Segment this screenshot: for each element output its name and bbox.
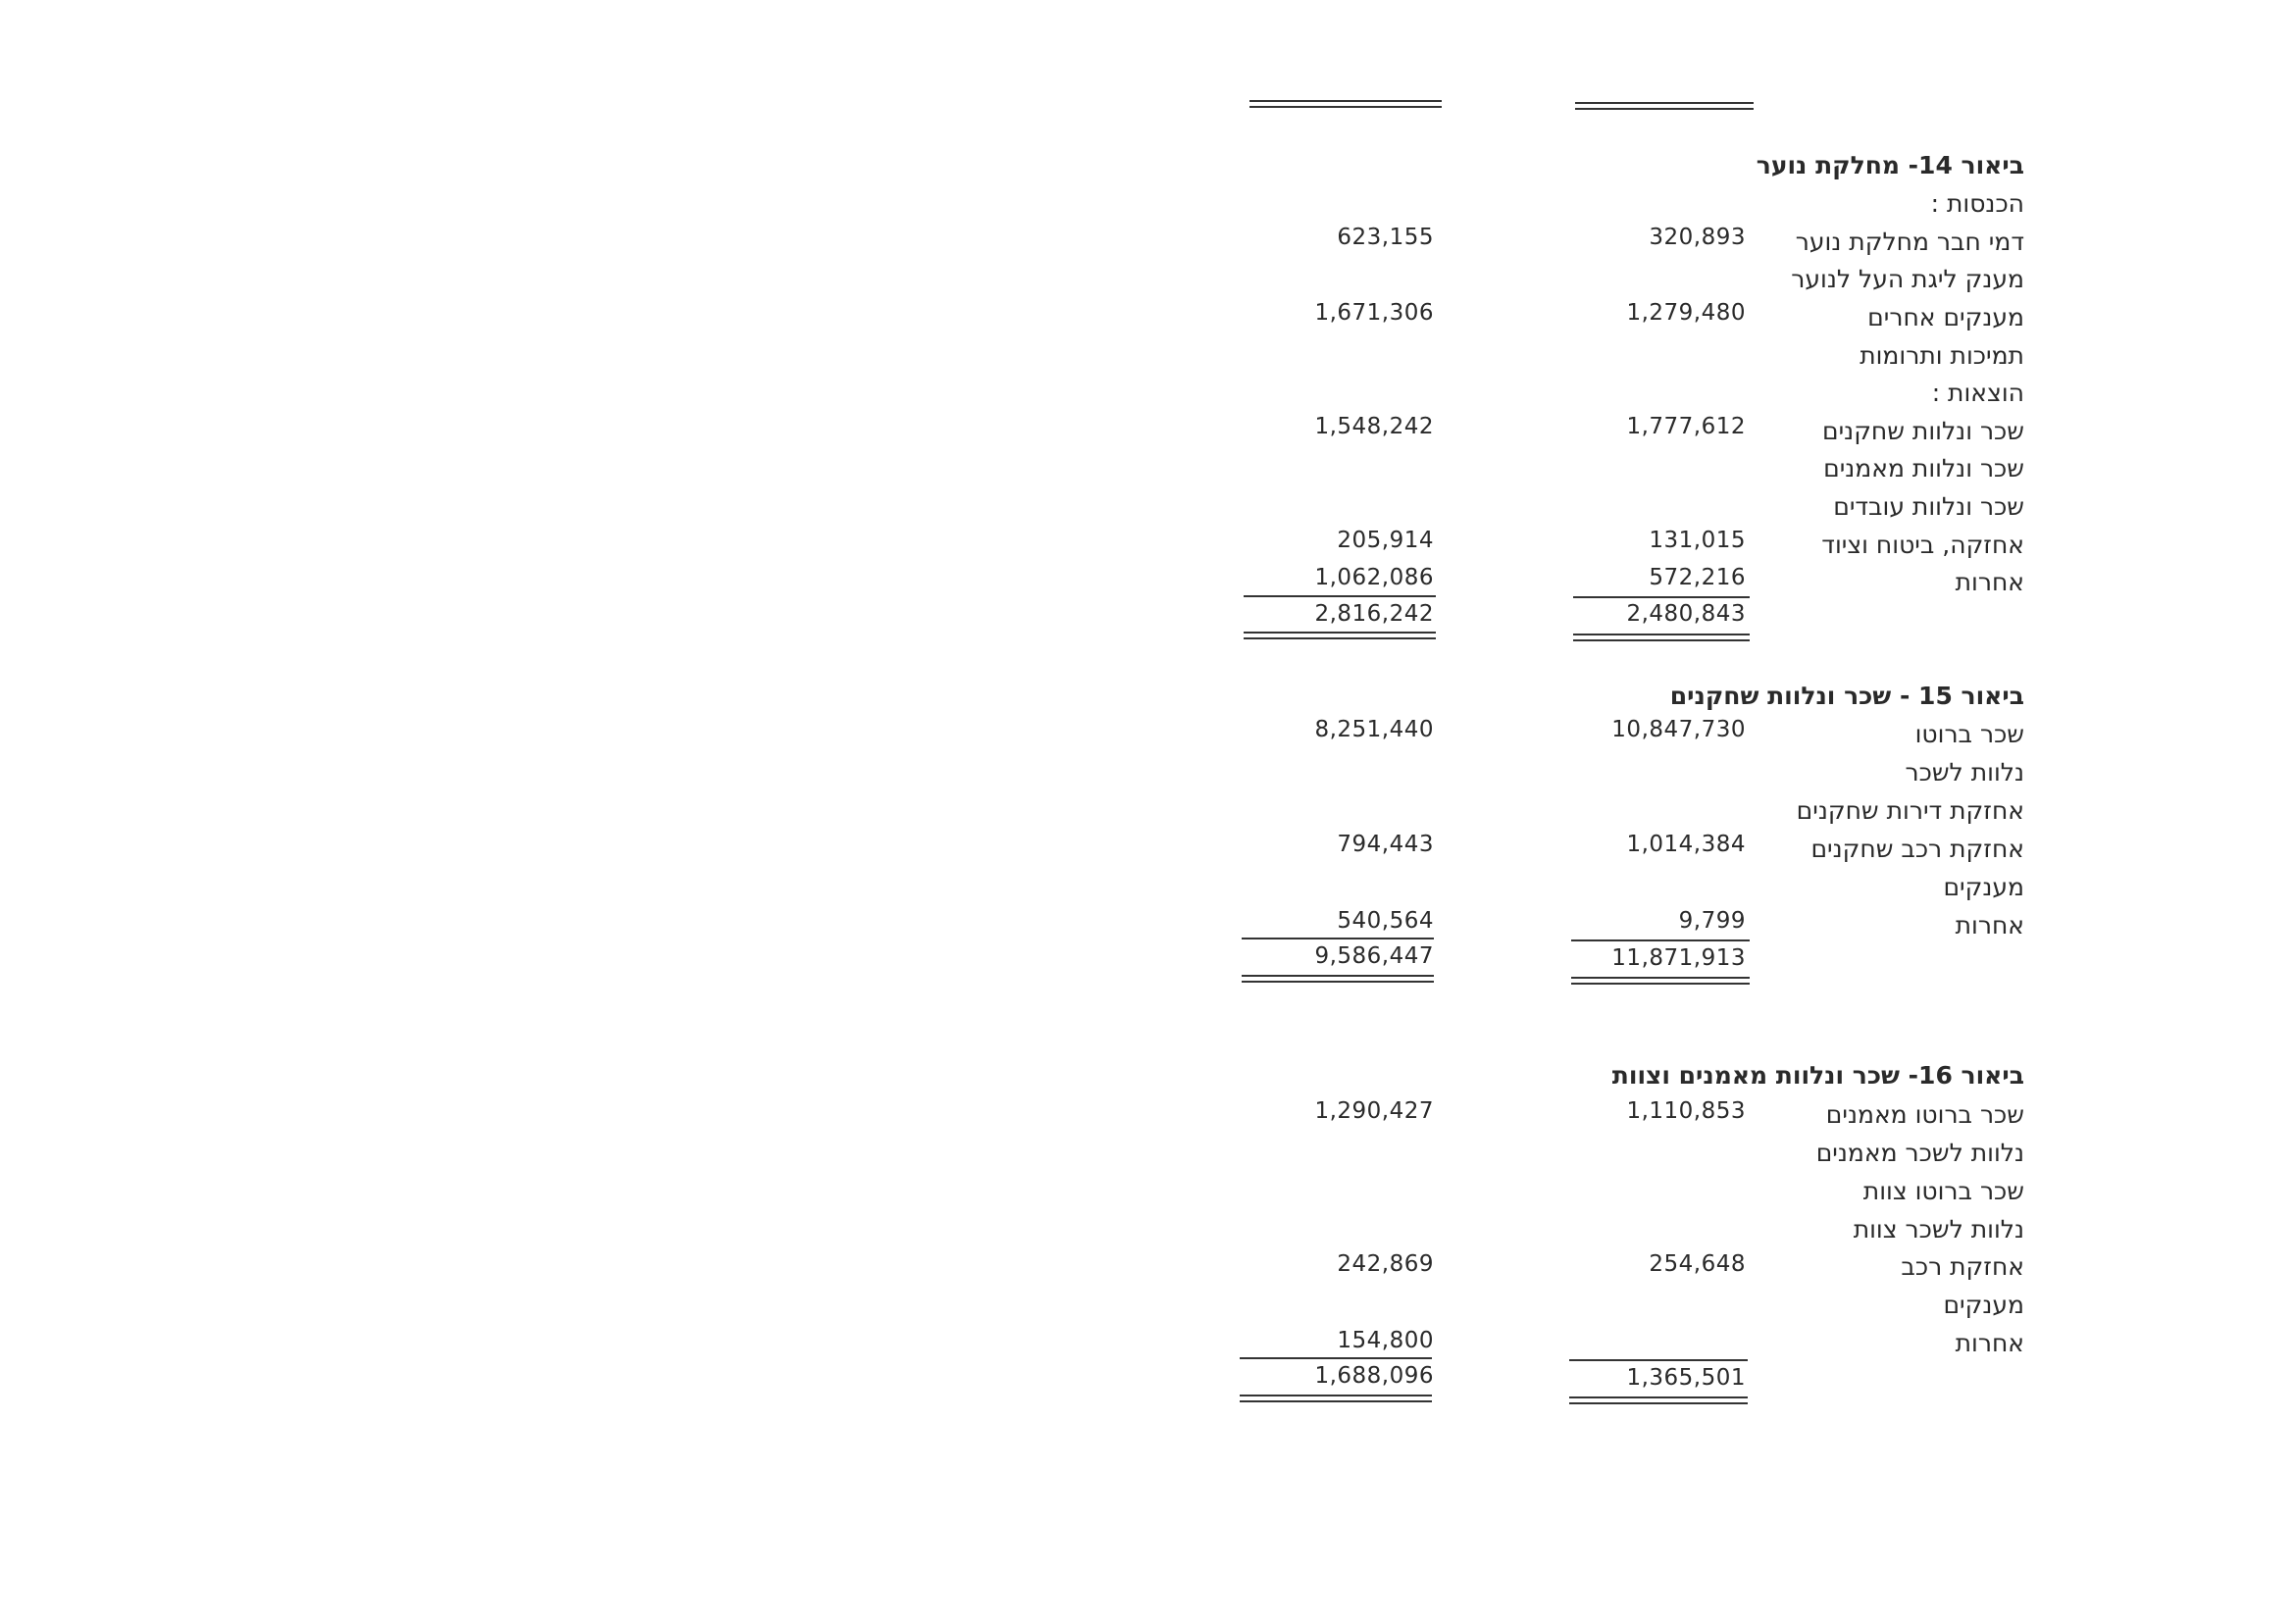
note15-row-label: נלוות לשכר [1905,758,2024,787]
note14-title: ביאור 14- מחלקת נוער [1756,151,2024,179]
note15-total-previous: 9,586,447 [1314,943,1434,969]
note15-row-previous: 540,564 [1337,908,1434,934]
top-double-rule-previous [1249,100,1442,108]
note14-row-current: 1,279,480 [1626,300,1746,326]
note14-expense-previous: 1,062,086 [1314,565,1434,590]
note14-expense-previous: 1,548,242 [1314,414,1434,439]
note16-row-label: אחזקת רכב [1901,1252,2024,1281]
note14-expenses-label: הוצאות : [1931,379,2024,407]
note16-row-label: מענקים [1943,1291,2024,1319]
note16-row-label: שכר ברוטו מאמנים [1825,1100,2024,1129]
note16-row-previous: 1,290,427 [1314,1098,1434,1124]
note15-row-previous: 794,443 [1337,832,1434,857]
note15-total-double-rule-current [1571,977,1750,985]
note14-expense-label: שכר ונלוות שחקנים [1822,417,2024,445]
note16-subtotal-rule-current [1569,1359,1748,1361]
note14-expense-current: 131,015 [1649,528,1746,553]
note14-subtotal-rule-previous [1244,595,1436,597]
note16-total-double-rule-previous [1240,1395,1432,1402]
note14-row-label: דמי חבר מחלקת נוער [1795,228,2024,256]
note15-row-label: אחזקת דירות שחקנים [1796,796,2024,825]
note15-row-label: מענקים [1943,873,2024,901]
note14-row-previous: 623,155 [1337,225,1434,250]
note16-total-current: 1,365,501 [1626,1365,1746,1391]
note15-row-label: שכר ברוטו [1914,720,2024,748]
note15-row-label: אחזקת רכב שחקנים [1810,835,2024,863]
note16-row-label: נלוות לשכר מאמנים [1815,1139,2024,1167]
note14-row-label: תמיכות ותרומות [1860,341,2024,370]
note14-total-double-rule-current [1573,634,1750,641]
note14-row-current: 320,893 [1649,225,1746,250]
note16-total-double-rule-current [1569,1396,1748,1404]
note15-subtotal-rule-current [1571,939,1750,941]
note14-expense-current: 1,777,612 [1626,414,1746,439]
note14-row-label: מענק ליגת העל לנוער [1791,265,2024,293]
note14-expense-label: אחזקה, ביטוח וציוד [1821,531,2024,559]
note16-row-label: נלוות לשכר צוות [1853,1215,2024,1243]
note15-title: ביאור 15 - שכר ונלוות שחקנים [1669,682,2024,710]
note16-subtotal-rule-previous [1240,1357,1432,1359]
note15-row-current: 10,847,730 [1611,717,1746,742]
note14-expense-label: אחרות [1955,568,2024,596]
note14-expense-label: שכר ונלוות עובדים [1833,492,2024,521]
note16-row-previous: 154,800 [1337,1328,1434,1353]
note15-row-current: 1,014,384 [1626,832,1746,857]
note14-total-double-rule-previous [1244,632,1436,639]
note14-row-previous: 1,671,306 [1314,300,1434,326]
note16-row-label: שכר ברוטו צוות [1862,1177,2024,1205]
note15-subtotal-rule-previous [1242,938,1434,939]
note14-total-current: 2,480,843 [1626,601,1746,627]
note14-row-label: מענקים אחרים [1867,303,2024,331]
note16-row-previous: 242,869 [1337,1251,1434,1277]
note14-expense-label: שכר ונלוות מאמנים [1823,454,2024,482]
note14-total-previous: 2,816,242 [1314,601,1434,627]
note14-expense-current: 572,216 [1649,565,1746,590]
note16-row-current: 254,648 [1649,1251,1746,1277]
note15-row-current: 9,799 [1678,908,1746,934]
note15-total-double-rule-previous [1242,975,1434,983]
note16-row-label: אחרות [1955,1329,2024,1357]
note14-expense-previous: 205,914 [1337,528,1434,553]
note16-total-previous: 1,688,096 [1314,1363,1434,1389]
top-double-rule-current [1575,102,1754,110]
note15-row-label: אחרות [1955,911,2024,939]
note14-subtotal-rule-current [1573,596,1750,598]
note14-income-label: הכנסות : [1930,189,2024,218]
note16-row-current: 1,110,853 [1626,1098,1746,1124]
note16-title: ביאור 16- שכר ונלוות מאמנים וצוות [1611,1061,2024,1090]
note15-total-current: 11,871,913 [1611,945,1746,971]
note15-row-previous: 8,251,440 [1314,717,1434,742]
